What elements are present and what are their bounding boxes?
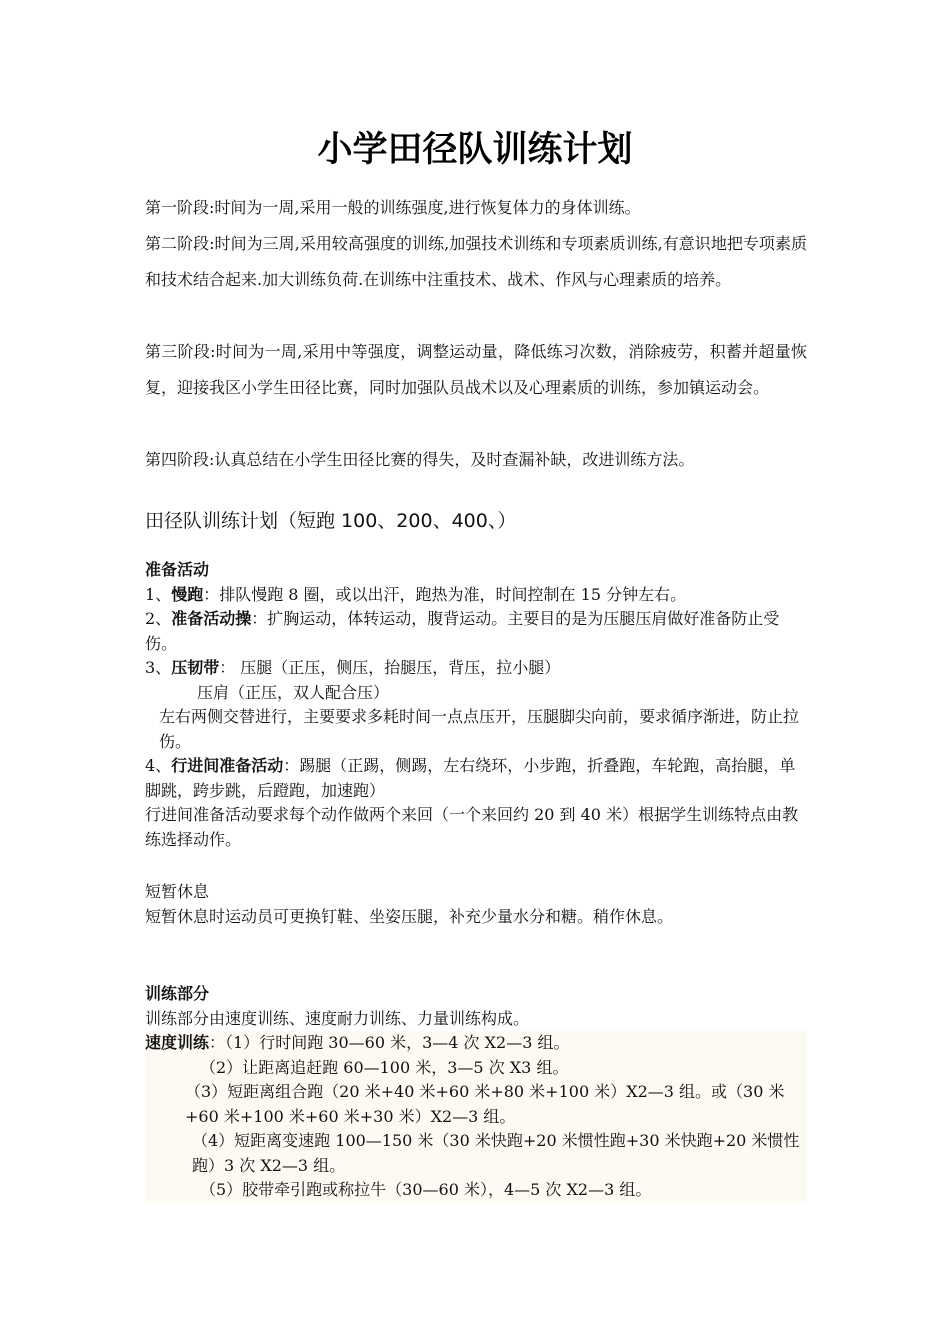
item-number: 4、 bbox=[145, 756, 172, 775]
phase-2-paragraph: 第二阶段:时间为三周,采用较高强度的训练,加强技术训练和专项素质训练,有意识地把专项素质和技术结合起来.加大训练负荷.在训练中注重技术、战术、作风与心理素质的培养。 bbox=[145, 234, 807, 289]
item-number: 3、 bbox=[145, 658, 172, 677]
training-intro: 训练部分由速度训练、速度耐力训练、力量训练构成。 bbox=[145, 1008, 530, 1028]
speed-item-2: （2）让距离追赶跑 60—100 米，3—5 次 X3 组。 bbox=[200, 1057, 569, 1077]
item-text: ：（1）行时间跑 30—60 米，3—4 次 X2—3 组。 bbox=[209, 1033, 570, 1052]
section-subtitle: 田径队训练计划（短跑 100、200、400、） bbox=[145, 510, 517, 532]
rest-text: 短暂休息时运动员可更换钉鞋、坐姿压腿，补充少量水分和糖。稍作休息。 bbox=[145, 906, 674, 926]
warmup-item-2 bbox=[145, 607, 807, 656]
item-keyword: 准备活动操 bbox=[171, 609, 252, 628]
item-text: ：踢腿（正踢，侧踢，左右绕环，小步跑，折叠跑，车轮跑，高抬腿，单脚跳，跨步跳，后蹬跑，加速跑） bbox=[145, 756, 796, 800]
document-title: 小学田径队训练计划 bbox=[317, 130, 633, 170]
phase-4-paragraph: 第四阶段:认真总结在小学生田径比赛的得失，及时查漏补缺，改进训练方法。 bbox=[145, 450, 695, 469]
warmup-item-3-line-3: 左右两侧交替进行，主要要求多耗时间一点点压开，压腿脚尖向前，要求循序渐进，防止拉伤。 bbox=[159, 707, 800, 751]
warmup-item-3 bbox=[145, 656, 807, 681]
speed-item-1 bbox=[145, 1031, 807, 1056]
rest-heading: 短暂休息 bbox=[145, 882, 210, 901]
speed-item-3: （3）短距离组合跑（20 米+40 米+60 米+80 米+100 米）X2—3 组。或（30 米+60 米+100 米+60 米+30 米）X2—3 组。 bbox=[185, 1082, 785, 1126]
item-keyword: 慢跑 bbox=[171, 584, 204, 604]
warmup-heading: 准备活动 bbox=[145, 560, 210, 579]
item-text: ：扩胸运动，体转运动，腹背运动。主要目的是为压腿压肩做好准备防止受伤。 bbox=[145, 609, 780, 653]
rest-section bbox=[145, 880, 807, 929]
item-number: 1、 bbox=[145, 584, 172, 604]
phase-3-paragraph: 第三阶段:时间为一周,采用中等强度，调整运动量，降低练习次数，消除疲劳，积蓄并超量恢复，迎接我区小学生田径比赛，同时加强队员战术以及心理素质的训练，参加镇运动会。 bbox=[145, 342, 807, 397]
training-section bbox=[145, 982, 807, 1203]
speed-training-label: 速度训练 bbox=[145, 1033, 210, 1052]
item-text: ：排队慢跑 8 圈，或以出汗，跑热为准，时间控制在 15 分钟左右。 bbox=[203, 584, 687, 604]
speed-training-block bbox=[145, 1031, 807, 1203]
warmup-item-4-note: 行进间准备活动要求每个动作做两个来回（一个来回约 20 到 40 米）根据学生训练特点由教练选择动作。 bbox=[145, 805, 799, 849]
item-number: 2、 bbox=[145, 609, 172, 628]
item-keyword: 行进间准备活动 bbox=[171, 756, 284, 775]
warmup-section bbox=[145, 558, 807, 852]
warmup-item-4 bbox=[145, 754, 807, 803]
item-text: ： 压腿（正压，侧压，抬腿压，背压，拉小腿） bbox=[219, 658, 561, 677]
speed-item-4: （4）短距离变速跑 100—150 米（30 米快跑+20 米惯性跑+30 米快跑+20 米惯性跑）3 次 X2—3 组。 bbox=[192, 1131, 800, 1175]
speed-item-5: （5）胶带牵引跑或称拉牛（30—60 米），4—5 次 X2—3 组。 bbox=[200, 1180, 652, 1199]
item-keyword: 压韧带 bbox=[171, 658, 220, 677]
phase-1-paragraph: 第一阶段:时间为一周,采用一般的训练强度,进行恢复体力的身体训练。 bbox=[145, 198, 641, 217]
warmup-item-3-line-2: 压肩（正压，双人配合压） bbox=[197, 682, 390, 702]
training-heading: 训练部分 bbox=[145, 984, 210, 1003]
warmup-item-1 bbox=[145, 583, 807, 608]
